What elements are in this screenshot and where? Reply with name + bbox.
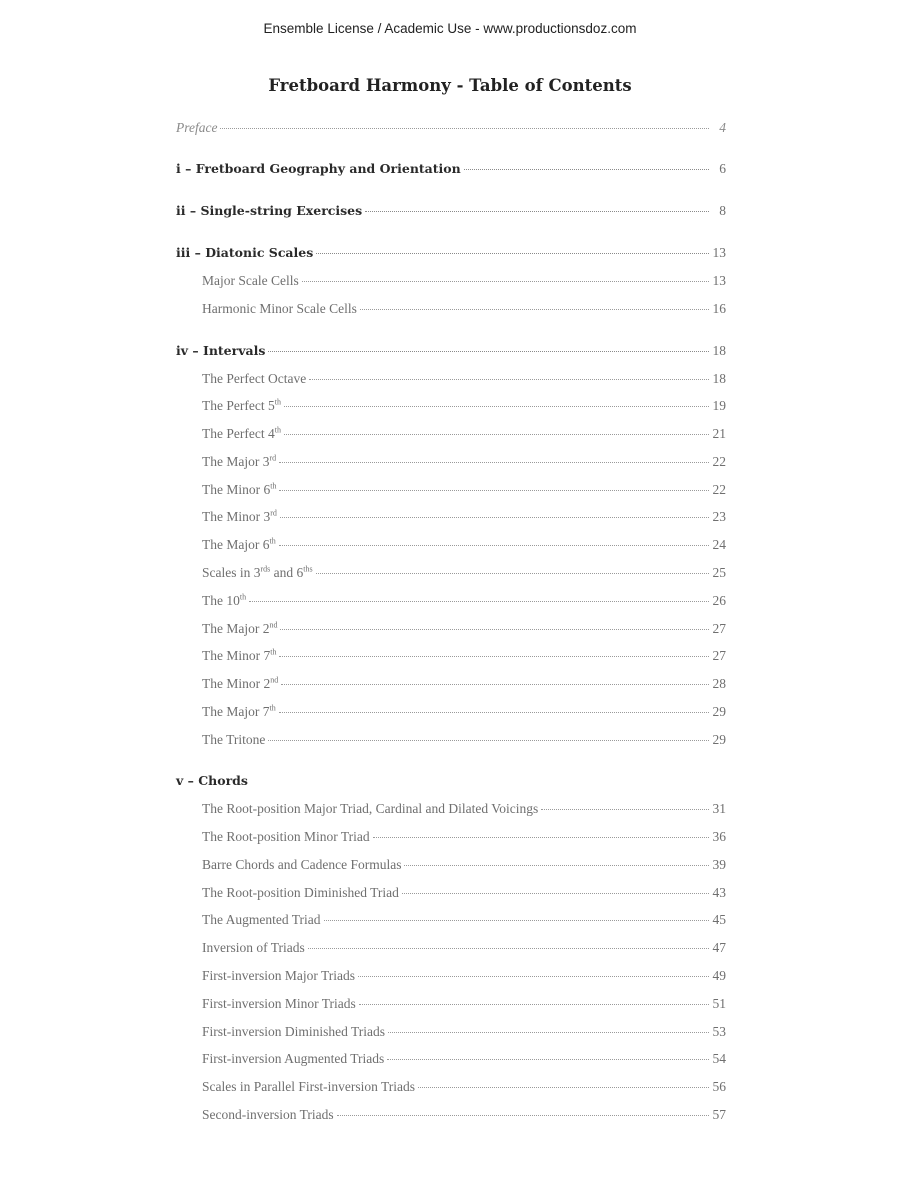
toc-page-number: 39 — [712, 857, 726, 872]
toc-label: The Root-position Diminished Triad — [202, 885, 399, 900]
toc-entry — [202, 1024, 726, 1040]
toc-entry — [202, 537, 726, 553]
toc-label: The Perfect 4th — [202, 425, 281, 441]
toc-entry — [202, 454, 726, 470]
toc-entry — [202, 593, 726, 609]
toc-label: First-inversion Major Triads — [202, 968, 356, 983]
toc-page-number: 21 — [712, 426, 726, 441]
toc-label: First-inversion Augmented Triads — [202, 1051, 385, 1066]
toc-label: The Perfect 5th — [202, 397, 281, 413]
toc-label: The Major 6th — [202, 536, 276, 552]
toc-label: The Minor 6th — [202, 481, 277, 497]
toc-label: The 10th — [202, 592, 247, 608]
toc-label: The Major 3rd — [202, 453, 277, 469]
toc-label: Scales in $3^{rds}$ and $6^{ths}$ — [202, 564, 313, 580]
toc-label: Harmonic Minor Scale Cells — [202, 301, 357, 316]
dot-leader — [280, 517, 709, 518]
toc-entry — [202, 1079, 726, 1095]
toc-entry — [202, 398, 726, 414]
toc-entry — [202, 621, 726, 637]
toc-label: The Root-position Minor Triad — [202, 829, 370, 844]
toc-label: The Minor 3rd — [202, 508, 277, 524]
toc-page-number: 25 — [712, 565, 726, 580]
toc-label: The Major 2nd — [202, 620, 278, 636]
toc-page-number: 29 — [712, 732, 726, 747]
toc-page-number: 45 — [712, 912, 726, 927]
toc-label: iii – Diatonic Scales — [176, 245, 314, 260]
toc-page-number: 47 — [712, 940, 726, 955]
dot-leader — [284, 406, 709, 407]
toc-label: The Minor 2nd — [202, 675, 279, 691]
toc-section — [176, 343, 726, 359]
dot-leader — [284, 434, 709, 435]
dot-leader — [280, 629, 709, 630]
dot-leader — [316, 573, 709, 574]
toc-page-number: 27 — [712, 621, 726, 636]
dot-leader — [464, 169, 709, 170]
toc-section — [176, 203, 726, 219]
toc-page-number: 18 — [712, 371, 726, 386]
toc-entry — [202, 426, 726, 442]
dot-leader — [360, 309, 709, 310]
toc-page-number: 26 — [712, 593, 726, 608]
toc-label: Scales in Parallel First-inversion Triads — [202, 1079, 415, 1094]
dot-leader — [387, 1059, 709, 1060]
toc-page-number: 22 — [712, 482, 726, 497]
toc-label: v – Chords — [176, 773, 248, 788]
toc-label: i – Fretboard Geography and Orientation — [176, 161, 461, 176]
toc-page-number: 18 — [712, 343, 726, 358]
dot-leader — [373, 837, 709, 838]
toc-page-number: 4 — [719, 120, 726, 135]
toc-entry — [202, 912, 726, 928]
dot-leader — [302, 281, 709, 282]
dot-leader — [404, 865, 709, 866]
toc-page-number: 28 — [712, 676, 726, 691]
dot-leader — [279, 490, 709, 491]
page-title: Fretboard Harmony - Table of Contents — [268, 76, 632, 95]
toc-entry — [202, 482, 726, 498]
toc-page-number: 8 — [719, 203, 726, 218]
dot-leader — [316, 253, 709, 254]
toc-label: Major Scale Cells — [202, 273, 299, 288]
toc-section — [176, 773, 726, 788]
toc-entry — [202, 885, 726, 901]
dot-leader — [268, 740, 709, 741]
dot-leader — [388, 1032, 709, 1033]
toc-label: Barre Chords and Cadence Formulas — [202, 857, 402, 872]
dot-leader — [279, 462, 709, 463]
toc-entry — [202, 1107, 726, 1123]
dot-leader — [337, 1115, 709, 1116]
toc-label: First-inversion Diminished Triads — [202, 1024, 386, 1039]
dot-leader — [309, 379, 709, 380]
license-notice: Ensemble License / Academic Use - www.productionsdoz.com — [263, 21, 637, 36]
toc-section — [176, 245, 726, 261]
toc-page-number: 27 — [712, 648, 726, 663]
toc-entry — [202, 996, 726, 1012]
toc-label: The Major 7th — [202, 703, 276, 719]
toc-label: The Root-position Major Triad, Cardinal and Dilated Voicings — [202, 801, 539, 816]
dot-leader — [268, 351, 709, 352]
dot-leader — [249, 601, 709, 602]
dot-leader — [308, 948, 709, 949]
toc-label: iv – Intervals — [176, 343, 266, 358]
dot-leader — [281, 684, 709, 685]
dot-leader — [402, 893, 709, 894]
dot-leader — [418, 1087, 709, 1088]
toc-entry — [202, 273, 726, 289]
toc-entry — [202, 565, 726, 581]
toc-entry — [202, 676, 726, 692]
toc-section — [176, 161, 726, 177]
toc-label: The Minor 7th — [202, 647, 277, 663]
dot-leader — [220, 128, 709, 129]
toc-page-number: 29 — [712, 704, 726, 719]
toc-page-number: 53 — [712, 1024, 726, 1039]
toc-page-number: 36 — [712, 829, 726, 844]
toc-page-number: 24 — [712, 537, 726, 552]
toc-label: The Perfect Octave — [202, 371, 307, 386]
dot-leader — [324, 920, 710, 921]
toc-entry — [202, 371, 726, 387]
toc-label: First-inversion Minor Triads — [202, 996, 356, 1011]
dot-leader — [279, 656, 709, 657]
toc-page-number: 43 — [712, 885, 726, 900]
toc-label: The Augmented Triad — [202, 912, 321, 927]
toc-page-number: 57 — [712, 1107, 726, 1122]
toc-page-number: 54 — [712, 1051, 726, 1066]
toc-page-number: 23 — [712, 509, 726, 524]
toc-page-number: 31 — [712, 801, 726, 816]
toc-page-number: 56 — [712, 1079, 726, 1094]
toc-page-number: 22 — [712, 454, 726, 469]
dot-leader — [365, 211, 709, 212]
toc-entry — [202, 940, 726, 956]
dot-leader — [359, 1004, 709, 1005]
dot-leader — [358, 976, 709, 977]
toc-entry — [202, 509, 726, 525]
toc-entry — [202, 1051, 726, 1067]
toc-page-number: 6 — [719, 161, 726, 176]
toc-entry — [202, 857, 726, 873]
toc-page-number: 13 — [712, 245, 726, 260]
toc-entry — [202, 732, 726, 748]
toc-entry — [202, 704, 726, 720]
toc-page-number: 16 — [712, 301, 726, 316]
toc-label: Preface — [176, 120, 218, 135]
dot-leader — [541, 809, 709, 810]
toc-entry — [202, 648, 726, 664]
toc-entry — [202, 968, 726, 984]
toc-label: Second-inversion Triads — [202, 1107, 334, 1122]
toc-label: Inversion of Triads — [202, 940, 305, 955]
toc-preface — [176, 120, 726, 136]
toc-page-number: 49 — [712, 968, 726, 983]
toc-label: ii – Single-string Exercises — [176, 203, 363, 218]
toc-page-number: 51 — [712, 996, 726, 1011]
dot-leader — [279, 545, 709, 546]
dot-leader — [279, 712, 709, 713]
toc-page-number: 19 — [712, 398, 726, 413]
toc-page-number: 13 — [712, 273, 726, 288]
toc-entry — [202, 801, 726, 817]
toc-label: The Tritone — [202, 732, 266, 747]
toc-entry — [202, 829, 726, 845]
toc-entry — [202, 301, 726, 317]
